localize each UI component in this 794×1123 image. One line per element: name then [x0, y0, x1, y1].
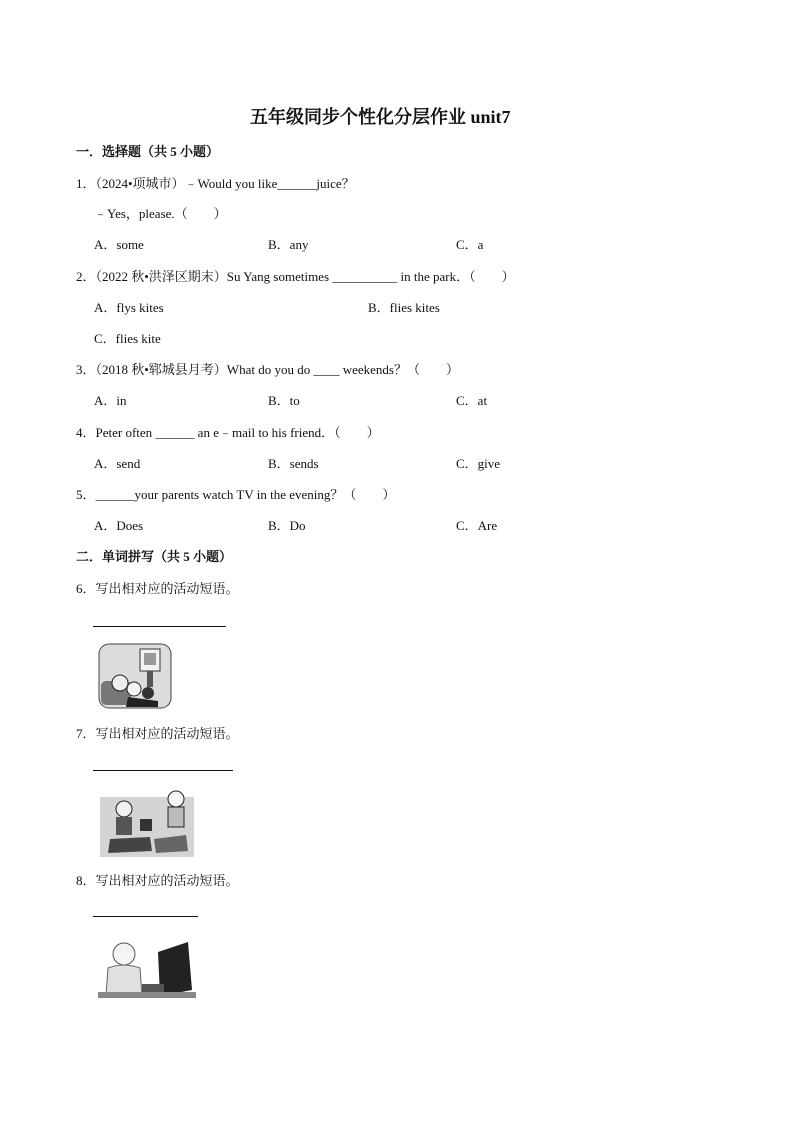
question-2-option-b[interactable]: B．flies kites: [368, 300, 440, 315]
question-1-stem-reply: ﹣Yes，please.（ ）: [94, 206, 227, 221]
question-6-stem: 6．写出相对应的活动短语。: [76, 581, 239, 596]
question-8-answer-line[interactable]: [93, 916, 198, 917]
question-3-option-a[interactable]: A．in: [94, 393, 127, 408]
question-7-answer-line[interactable]: [93, 770, 233, 771]
question-3-option-b[interactable]: B．to: [268, 393, 300, 408]
question-4-option-b[interactable]: B．sends: [268, 456, 319, 471]
page-title: 五年级同步个性化分层作业 unit7: [250, 107, 511, 127]
question-8-stem: 8．写出相对应的活动短语。: [76, 873, 239, 888]
section-heading-choice: 一．选择题（共 5 小题）: [76, 144, 220, 159]
section-heading-spelling: 二．单词拼写（共 5 小题）: [76, 549, 233, 564]
question-5-option-b[interactable]: B．Do: [268, 518, 306, 533]
question-7-stem: 7．写出相对应的活动短语。: [76, 726, 239, 741]
question-3-stem: 3．（2018 秋•郓城县月考）What do you do ____ weekends？（ ）: [76, 362, 459, 377]
question-1-option-c[interactable]: C．a: [456, 237, 484, 252]
question-4-option-a[interactable]: A．send: [94, 456, 141, 471]
question-5-option-a[interactable]: A．Does: [94, 518, 144, 533]
question-6-answer-line[interactable]: [93, 626, 226, 627]
children-playing-illustration: [100, 789, 194, 859]
question-2-option-c[interactable]: C．flies kite: [94, 331, 161, 346]
person-at-computer-illustration: [98, 938, 196, 998]
question-1-option-b[interactable]: B．any: [268, 237, 309, 252]
question-5-stem: 5．______your parents watch TV in the evening？（ ）: [76, 487, 396, 502]
question-5-option-c[interactable]: C．Are: [456, 518, 498, 533]
question-2-stem: 2．（2022 秋•洪泽区期末）Su Yang sometimes __________ in the park．（ ）: [76, 269, 515, 284]
family-watching-tv-illustration: [98, 643, 172, 709]
question-2-option-a[interactable]: A．flys kites: [94, 300, 164, 315]
question-3-option-c[interactable]: C．at: [456, 393, 488, 408]
question-4-option-c[interactable]: C．give: [456, 456, 501, 471]
question-4-stem: 4．Peter often ______ an e﹣mail to his friend．（ ）: [76, 425, 380, 440]
question-1-stem: 1．（2024•项城市）﹣Would you like______juice？: [76, 176, 355, 191]
question-1-option-a[interactable]: A．some: [94, 237, 144, 252]
